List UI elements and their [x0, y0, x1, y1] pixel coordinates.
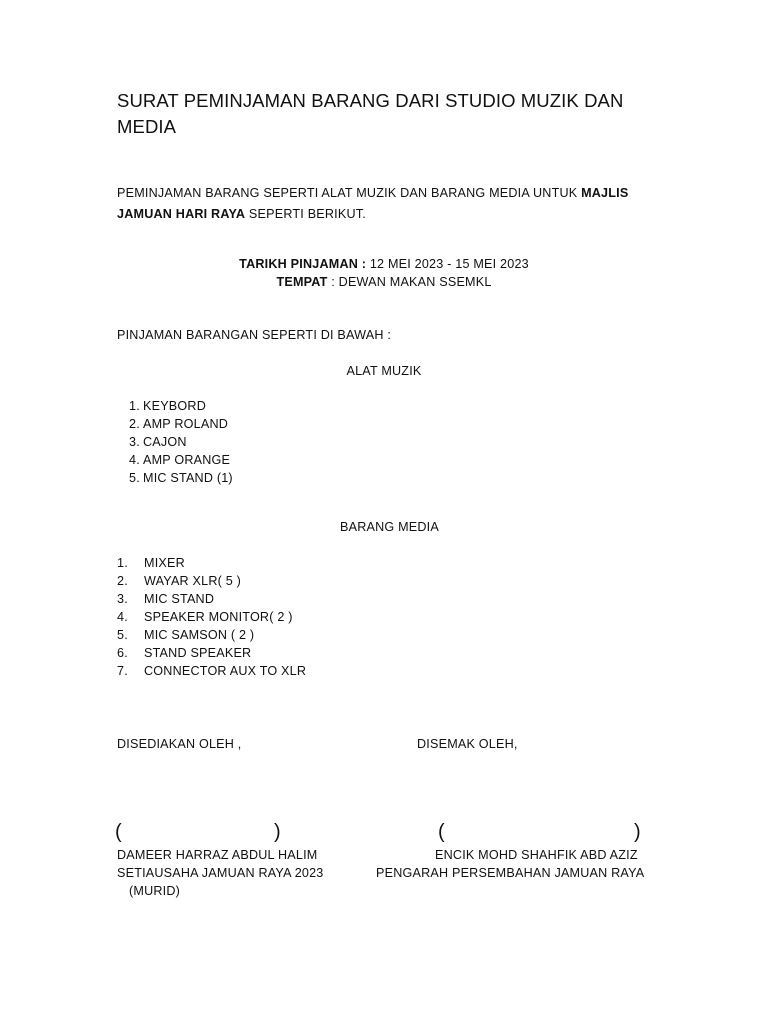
left-signatory-note: (MURID): [129, 884, 181, 898]
list-item: 1. KEYBORD: [129, 399, 206, 413]
right-signature-close-bracket: ): [634, 821, 641, 843]
right-signature-open-bracket: (: [438, 821, 445, 843]
list-item: 6. STAND SPEAKER: [117, 646, 252, 660]
list-item: 2. AMP ROLAND: [129, 417, 229, 431]
intro-bold-event-2: JAMUAN HARI RAYA: [117, 207, 246, 221]
loan-date-label: TARIKH PINJAMAN :: [239, 257, 367, 271]
media-items-list: [117, 554, 306, 680]
intro-paragraph: [117, 183, 657, 225]
media-section-heading: BARANG MEDIA: [340, 520, 439, 534]
list-item: 5. MIC SAMSON ( 2 ): [117, 628, 255, 642]
left-signature-close-bracket: ): [274, 821, 281, 843]
right-signatory-role: PENGARAH PERSEMBAHAN JAMUAN RAYA: [376, 866, 645, 880]
intro-text-end: SEPERTI BERIKUT.: [245, 207, 366, 221]
loan-place-label: TEMPAT: [276, 275, 328, 289]
intro-text: PEMINJAMAN BARANG SEPERTI ALAT MUZIK DAN BARANG MEDIA UNTUK: [117, 186, 582, 200]
list-heading: PINJAMAN BARANGAN SEPERTI DI BAWAH :: [117, 328, 392, 342]
intro-bold-event: MAJLIS: [581, 186, 629, 200]
right-signatory-name: ENCIK MOHD SHAHFIK ABD AZIZ: [435, 848, 638, 862]
list-item: 1. MIXER: [117, 556, 185, 570]
list-item: 7. CONNECTOR AUX TO XLR: [117, 664, 307, 678]
list-item: 3. MIC STAND: [117, 592, 215, 606]
left-signatory-name: DAMEER HARRAZ ABDUL HALIM: [117, 848, 318, 862]
music-items-list: [129, 397, 233, 487]
document-title: SURAT PEMINJAMAN BARANG DARI STUDIO MUZIK DAN MEDIA: [117, 90, 624, 137]
list-item: 2. WAYAR XLR( 5 ): [117, 574, 242, 588]
checked-by-label: DISEMAK OLEH,: [417, 737, 518, 751]
list-item: 3. CAJON: [129, 435, 187, 449]
music-section-heading: ALAT MUZIK: [346, 364, 422, 378]
list-item: 5. MIC STAND (1): [129, 471, 233, 485]
loan-place-line: [117, 273, 651, 291]
left-signatory-role: SETIAUSAHA JAMUAN RAYA 2023: [117, 866, 324, 880]
loan-place-value: : DEWAN MAKAN SSEMKL: [327, 275, 492, 289]
prepared-by-label: DISEDIAKAN OLEH ,: [117, 737, 242, 751]
loan-date-line: [117, 255, 651, 273]
list-item: 4. SPEAKER MONITOR( 2 ): [117, 610, 293, 624]
left-signature-open-bracket: (: [115, 821, 122, 843]
list-item: 4. AMP ORANGE: [129, 453, 231, 467]
loan-date-value: 12 MEI 2023 - 15 MEI 2023: [366, 257, 529, 271]
